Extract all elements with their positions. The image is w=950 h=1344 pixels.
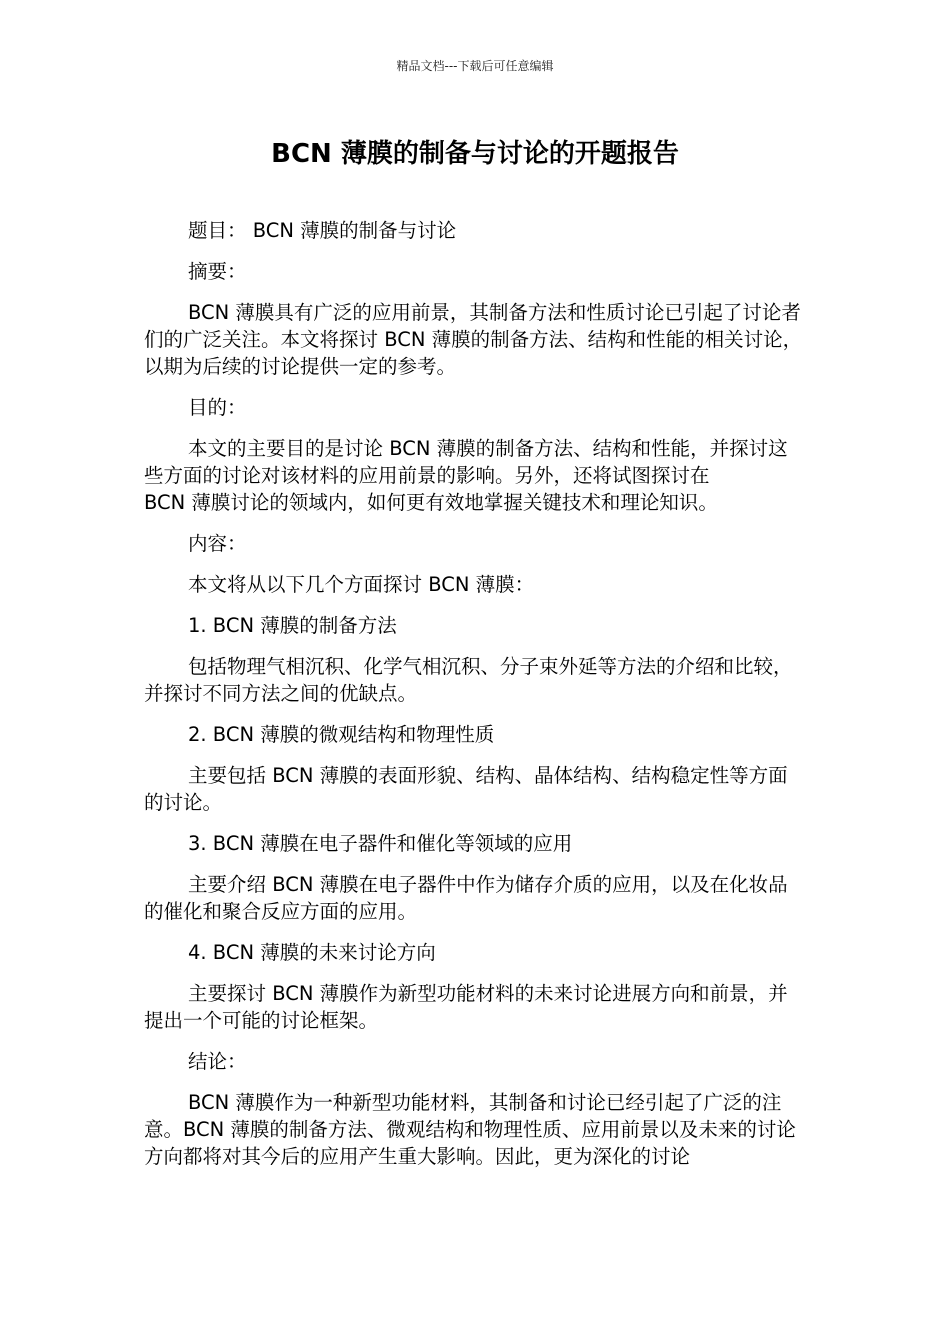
- section-text: 包括物理气相沉积、化学气相沉积、分子束外延等方法的介绍和比较，并探讨不同方法之间的优缺点。: [144, 655, 793, 705]
- conclusion-text: BCN 薄膜作为一种新型功能材料，其制备和讨论已经引起了广泛的注意。BCN 薄膜的制备方法、微观结构和物理性质、应用前景以及未来的讨论方向都将对其今后的应用产生重大影响。因此，更为深化的讨论: [144, 1091, 796, 1168]
- section-text: 主要探讨 BCN 薄膜作为新型功能材料的未来讨论进展方向和前景，并提出一个可能的讨论框架。: [144, 982, 788, 1032]
- topic-line: 题目： BCN 薄膜的制备与讨论: [188, 219, 457, 242]
- content-label: 内容：: [188, 532, 247, 555]
- section-heading: 3. BCN 薄膜在电子器件和催化等领域的应用: [188, 832, 573, 855]
- conclusion-label: 结论：: [188, 1050, 247, 1073]
- section-heading: 2. BCN 薄膜的微观结构和物理性质: [188, 723, 495, 746]
- section-text: 主要介绍 BCN 薄膜在电子器件中作为储存介质的应用，以及在化妆品的催化和聚合反应方面的应用。: [144, 873, 788, 923]
- section-heading: 1. BCN 薄膜的制备方法: [188, 614, 397, 637]
- document-body: [144, 217, 806, 1184]
- purpose-text-2: BCN 薄膜讨论的领域内，如何更有效地掌握关键技术和理论知识。: [144, 491, 718, 514]
- header-note: 精品文档---下载后可任意编辑: [396, 59, 554, 73]
- section-text: 主要包括 BCN 薄膜的表面形貌、结构、晶体结构、结构稳定性等方面的讨论。: [144, 764, 788, 814]
- abstract-label: 摘要：: [188, 260, 247, 283]
- abstract-text: BCN 薄膜具有广泛的应用前景，其制备方法和性质讨论已引起了讨论者们的广泛关注。本文将探讨 BCN 薄膜的制备方法、结构和性能的相关讨论，以期为后续的讨论提供一定的参考。: [144, 301, 803, 378]
- purpose-label: 目的：: [188, 396, 247, 419]
- content-intro: 本文将从以下几个方面探讨 BCN 薄膜：: [188, 573, 535, 596]
- purpose-text-1: 本文的主要目的是讨论 BCN 薄膜的制备方法、结构和性能，并探讨这些方面的讨论对该材料的应用前景的影响。另外，还将试图探讨在: [144, 437, 788, 487]
- section-heading: 4. BCN 薄膜的未来讨论方向: [188, 941, 436, 964]
- document-title: BCN 薄膜的制备与讨论的开题报告: [271, 139, 679, 169]
